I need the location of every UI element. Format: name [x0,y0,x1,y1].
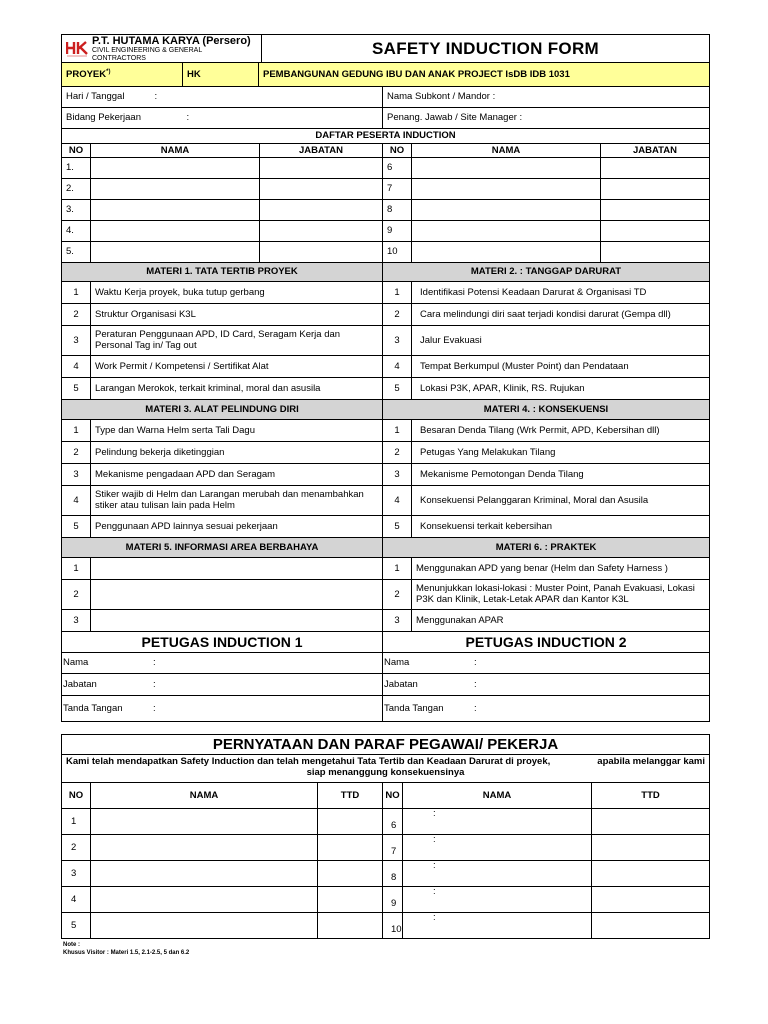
officer-name-field[interactable] [62,653,383,674]
form-header [61,34,710,63]
work-field-label: Bidang Pekerjaan [62,108,147,129]
company-name: P.T. HUTAMA KARYA (Persero) [92,35,251,47]
hk-logo-icon [66,40,88,58]
participant-name-field[interactable] [91,158,260,179]
participant-row [62,158,710,179]
hazard-area-field[interactable] [91,580,383,610]
materi1-no: 4 [62,356,91,378]
officer-rows [62,653,710,722]
field-colon: : [433,860,436,872]
materi6-item: Menggunakan APD yang benar (Helm dan Safety Harness ) [412,558,710,580]
materi1-item: Peraturan Penggunaan APD, ID Card, Seragam Kerja dan Personal Tag in/ Tag out [91,326,383,356]
officer-position-field[interactable] [383,674,710,696]
materi-3-title: MATERI 3. ALAT PELINDUNG DIRI [62,400,383,420]
materi1-no: 5 [62,378,91,400]
participant-position-field[interactable] [260,179,383,200]
materi-row [62,580,710,610]
worker-signature-field[interactable] [592,913,710,939]
materi6-item: Menggunakan APAR [412,610,710,632]
participant-no: 6 [383,158,412,179]
materi4-item: Konsekuensi Pelanggaran Kriminal, Moral dan Asusila [412,486,710,516]
materi3-item: Penggunaan APD lainnya sesuai pekerjaan [91,516,383,538]
officer-colon: : [153,702,156,714]
participant-row [62,179,710,200]
worker-signature-field[interactable] [592,809,710,835]
form-title: SAFETY INDUCTION FORM [262,35,710,63]
materi4-no: 3 [383,464,412,486]
officer-position-field[interactable] [62,674,383,696]
hazard-area-field[interactable] [91,610,383,632]
worker-signature-field[interactable] [318,835,383,861]
materi1-no: 1 [62,282,91,304]
info-table [61,86,710,129]
participant-name-field[interactable] [91,179,260,200]
statement-no: 4 [62,887,91,913]
participant-row [62,200,710,221]
materi4-no: 4 [383,486,412,516]
officer-signature-field[interactable] [383,696,710,722]
participant-row [62,242,710,263]
officer-row [62,653,710,674]
statement-no: 5 [62,913,91,939]
materi3-item: Stiker wajib di Helm dan Larangan merubah dan menambahkan stiker atau tulisan lain pada Helm [91,486,383,516]
worker-name-field[interactable] [403,887,592,913]
participant-no: 4. [62,221,91,242]
officer-1-title: PETUGAS INDUCTION 1 [62,632,383,653]
participant-name-field[interactable] [412,221,601,242]
materi6-no: 3 [383,610,412,632]
materi2-no: 1 [383,282,412,304]
materi1-item: Struktur Organisasi K3L [91,304,383,326]
materi1-item: Larangan Merokok, terkait kriminal, moral dan asusila [91,378,383,400]
statement-row [62,809,710,835]
officer-row [62,696,710,722]
materi6-no: 1 [383,558,412,580]
participant-name-field[interactable] [412,200,601,221]
statement-no: 7 [383,835,403,861]
worker-name-field[interactable] [91,861,318,887]
company-cell [62,35,262,63]
participant-no: 9 [383,221,412,242]
materi-row [62,558,710,580]
officer-name-field[interactable] [383,653,710,674]
materi4-item: Petugas Yang Melakukan Tilang [412,442,710,464]
officer-colon: : [474,702,477,714]
worker-name-field[interactable] [403,913,592,939]
materi3-item: Mekanisme pengadaan APD dan Seragam [91,464,383,486]
work-field-input[interactable]: : [147,108,383,129]
officer-row [62,674,710,696]
materi5-no: 1 [62,558,91,580]
officer-colon: : [153,657,156,668]
officer-colon: : [474,678,477,690]
statement-no: 3 [62,861,91,887]
participant-position-field[interactable] [260,221,383,242]
statement-row [62,887,710,913]
worker-name-field[interactable] [403,835,592,861]
materi2-no: 5 [383,378,412,400]
col-ttd: TTD [592,783,710,809]
materi3-no: 3 [62,464,91,486]
col-nama: NAMA [91,783,318,809]
materi1-item: Waktu Kerja proyek, buka tutup gerbang [91,282,383,304]
statement-title: PERNYATAAN DAN PARAF PEGAWAI/ PEKERJA [62,735,710,755]
field-colon: : [433,886,436,898]
participant-name-field[interactable] [412,179,601,200]
participant-name-field[interactable] [91,221,260,242]
statement-no: 6 [383,809,403,835]
participants-table [61,128,710,263]
participant-no: 2. [62,179,91,200]
officer-signature-field[interactable] [62,696,383,722]
materi-5-6-rows [62,558,710,632]
materi2-item: Tempat Berkumpul (Muster Point) dan Pendataan [412,356,710,378]
materi-6-title: MATERI 6. : PRAKTEK [383,538,710,558]
participant-position-field[interactable] [260,200,383,221]
worker-signature-field[interactable] [318,861,383,887]
col-no: NO [62,144,91,158]
date-field[interactable]: : [147,87,383,108]
statement-row [62,913,710,939]
materi-3-4-rows [62,420,710,538]
materi-row [62,516,710,538]
officer-colon: : [474,657,477,668]
col-nama: NAMA [91,144,260,158]
subcontractor-field[interactable]: Nama Subkont / Mandor : [383,87,710,108]
worker-signature-field[interactable] [318,913,383,939]
materi2-item: Identifikasi Potensi Keadaan Darurat & Organisasi TD [412,282,710,304]
materi3-no: 4 [62,486,91,516]
field-colon: : [433,834,436,846]
materi4-no: 5 [383,516,412,538]
statement-table [61,734,710,939]
materi-5-6-table [61,537,710,632]
officer-label: Nama [384,657,410,668]
materi4-item: Konsekuensi terkait kebersihan [412,516,710,538]
project-code: HK [183,63,259,87]
materi-1-2-table [61,262,710,400]
induction-form [61,34,710,957]
officer-label: Jabatan [384,678,418,690]
materi2-no: 2 [383,304,412,326]
materi-3-4-table [61,399,710,538]
materi4-no: 1 [383,420,412,442]
footnote [63,942,710,956]
worker-signature-field[interactable] [318,809,383,835]
materi3-item: Pelindung bekerja diketinggian [91,442,383,464]
worker-signature-field[interactable] [592,861,710,887]
hazard-area-field[interactable] [91,558,383,580]
participant-no: 8 [383,200,412,221]
worker-name-field[interactable] [91,835,318,861]
materi2-no: 4 [383,356,412,378]
materi-row [62,326,710,356]
materi-5-title: MATERI 5. INFORMASI AREA BERBAHAYA [62,538,383,558]
officer-label: Tanda Tangan [384,702,444,714]
participant-no: 5. [62,242,91,263]
materi-4-title: MATERI 4. : KONSEKUENSI [383,400,710,420]
materi-row [62,486,710,516]
materi-row [62,420,710,442]
participant-position-field[interactable] [601,221,710,242]
statement-row [62,835,710,861]
worker-signature-field[interactable] [592,887,710,913]
materi3-no: 1 [62,420,91,442]
materi3-no: 2 [62,442,91,464]
worker-name-field[interactable] [91,887,318,913]
col-jabatan: JABATAN [601,144,710,158]
participant-name-field[interactable] [412,158,601,179]
materi-2-title: MATERI 2. : TANGGAP DARURAT [383,263,710,282]
col-nama: NAMA [403,783,592,809]
officer-label: Tanda Tangan [63,702,123,714]
participant-no: 10 [383,242,412,263]
officer-label: Nama [63,657,89,668]
materi-row [62,356,710,378]
note-label: Note : [63,942,80,949]
statement-rows [62,809,710,939]
participant-position-field[interactable] [601,242,710,263]
materi1-item: Work Permit / Kompetensi / Sertifikat Alat [91,356,383,378]
materi5-no: 3 [62,610,91,632]
worker-name-field[interactable] [91,913,318,939]
participant-no: 3. [62,200,91,221]
participants-title: DAFTAR PESERTA INDUCTION [62,129,710,144]
participant-no: 1. [62,158,91,179]
col-no: NO [383,144,412,158]
materi-1-title: MATERI 1. TATA TERTIB PROYEK [62,263,383,282]
worker-name-field[interactable] [403,809,592,835]
materi-row [62,442,710,464]
officer-2-title: PETUGAS INDUCTION 2 [383,632,710,653]
field-colon: : [433,808,436,820]
participant-position-field[interactable] [260,242,383,263]
participant-name-field[interactable] [91,200,260,221]
officer-colon: : [153,678,156,690]
officers-table [61,631,710,722]
materi-1-2-rows [62,282,710,400]
participant-row [62,221,710,242]
statement-no: 2 [62,835,91,861]
project-label: PROYEK*) [62,63,183,87]
materi2-item: Jalur Evakuasi [412,326,710,356]
officer-label: Jabatan [63,678,97,690]
participant-position-field[interactable] [601,200,710,221]
materi6-no: 2 [383,580,412,610]
participant-no: 7 [383,179,412,200]
statement-text: Kami telah mendapatkan Safety Induction dan telah mengetahui Tata Tertib dan Keadaan Darurat di proyek, apabila melanggar kami siap menanggung konsekuensinya [62,755,710,783]
site-manager-field[interactable]: Penang. Jawab / Site Manager : [383,108,710,129]
statement-no: 8 [383,861,403,887]
materi2-no: 3 [383,326,412,356]
materi-row [62,464,710,486]
participant-name-field[interactable] [412,242,601,263]
materi1-no: 2 [62,304,91,326]
materi4-item: Besaran Denda Tilang (Wrk Permit, APD, Kebersihan dll) [412,420,710,442]
materi-row [62,378,710,400]
participant-position-field[interactable] [601,158,710,179]
field-colon: : [433,912,436,924]
participant-position-field[interactable] [260,158,383,179]
project-row [61,62,710,87]
materi-row [62,282,710,304]
col-nama: NAMA [412,144,601,158]
materi4-item: Mekanisme Pemotongan Denda Tilang [412,464,710,486]
worker-name-field[interactable] [403,861,592,887]
worker-signature-field[interactable] [592,835,710,861]
materi-row [62,610,710,632]
materi4-no: 2 [383,442,412,464]
materi6-item: Menunjukkan lokasi-lokasi : Muster Point, Panah Evakuasi, Lokasi P3K dan Klinik, Letak-Letak APAR dan Kantor K3L [412,580,710,610]
date-label: Hari / Tanggal [62,87,147,108]
materi3-item: Type dan Warna Helm serta Tali Dagu [91,420,383,442]
participant-position-field[interactable] [601,179,710,200]
materi1-no: 3 [62,326,91,356]
col-ttd: TTD [318,783,383,809]
statement-row [62,861,710,887]
note-text: Khusus Visitor : Materi 1.5, 2.1-2.5, 5 dan 6.2 [63,949,190,956]
worker-signature-field[interactable] [318,887,383,913]
statement-no: 1 [62,809,91,835]
company-subtitle: CIVIL ENGINEERING & GENERAL CONTRACTORS [92,47,202,62]
col-no: NO [62,783,91,809]
materi-row [62,304,710,326]
worker-name-field[interactable] [91,809,318,835]
participant-rows [62,158,710,263]
statement-no: 9 [383,887,403,913]
col-no: NO [383,783,403,809]
participant-name-field[interactable] [91,242,260,263]
materi2-item: Cara melindungi diri saat terjadi kondisi darurat (Gempa dll) [412,304,710,326]
materi2-item: Lokasi P3K, APAR, Klinik, RS. Rujukan [412,378,710,400]
statement-no: 10 [383,913,403,939]
project-name: PEMBANGUNAN GEDUNG IBU DAN ANAK PROJECT IsDB IDB 1031 [259,63,710,87]
materi3-no: 5 [62,516,91,538]
col-jabatan: JABATAN [260,144,383,158]
materi5-no: 2 [62,580,91,610]
